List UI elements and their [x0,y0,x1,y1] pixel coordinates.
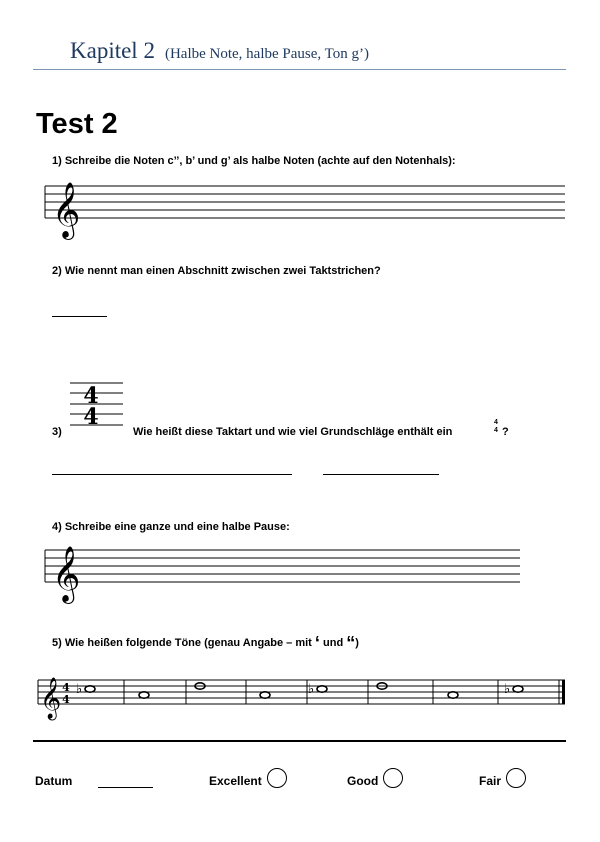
excellent-label: Excellent [209,774,262,788]
chapter-subtitle: (Halbe Note, halbe Pause, Ton g’) [164,46,369,62]
whole-note [260,692,270,698]
whole-note [85,686,95,692]
question-1: 1) Schreibe die Noten c’’, b’ und g’ als halbe Noten (achte auf den Notenhals): [52,155,456,167]
question-3-number: 3) [52,426,62,438]
note-group [76,682,523,698]
excellent-circle[interactable] [267,768,287,788]
time-signature-bottom-5: 4 [62,693,70,706]
whole-note [448,692,458,698]
chapter-title: Kapitel 2 [70,38,155,63]
question-3: Wie heißt diese Taktart und wie viel Grundschläge enthält ein [133,426,453,438]
whole-note [317,686,327,692]
date-answer-line[interactable] [98,787,153,788]
fair-label: Fair [479,774,502,788]
time-signature-top-5: 4 [62,681,70,694]
good-label: Good [347,774,379,788]
flat-sign-icon: ♭ [308,682,315,697]
whole-note [139,692,149,698]
whole-note [513,686,523,692]
question-2: 2) Wie nennt man einen Abschnitt zwischen zwei Taktstrichen? [52,265,381,277]
treble-clef-icon: 𝄞 [40,678,62,719]
date-label: Datum [35,774,73,788]
treble-clef-icon: 𝄞 [52,182,81,238]
time-signature-top: 4 [83,383,99,409]
time-signature-bottom: 4 [83,404,99,430]
flat-sign-icon: ♭ [76,682,83,697]
apostrophe-single: ‘ [314,633,320,653]
fair-circle[interactable] [506,768,526,788]
inline-time-signature: 4 4 [494,419,498,434]
test-title: Test 2 [36,108,118,140]
question-3-end: ? [502,426,509,438]
footer-rule [33,740,566,742]
apostrophe-double: “ [346,633,356,653]
flat-sign-icon: ♭ [504,682,511,697]
good-circle[interactable] [383,768,403,788]
question-4: 4) Schreibe eine ganze und eine halbe Pause: [52,521,290,533]
question-5: 5) Wie heißen folgende Töne (genau Angabe – mit ‘ und “) [52,633,359,653]
treble-clef-icon: 𝄞 [52,546,81,602]
